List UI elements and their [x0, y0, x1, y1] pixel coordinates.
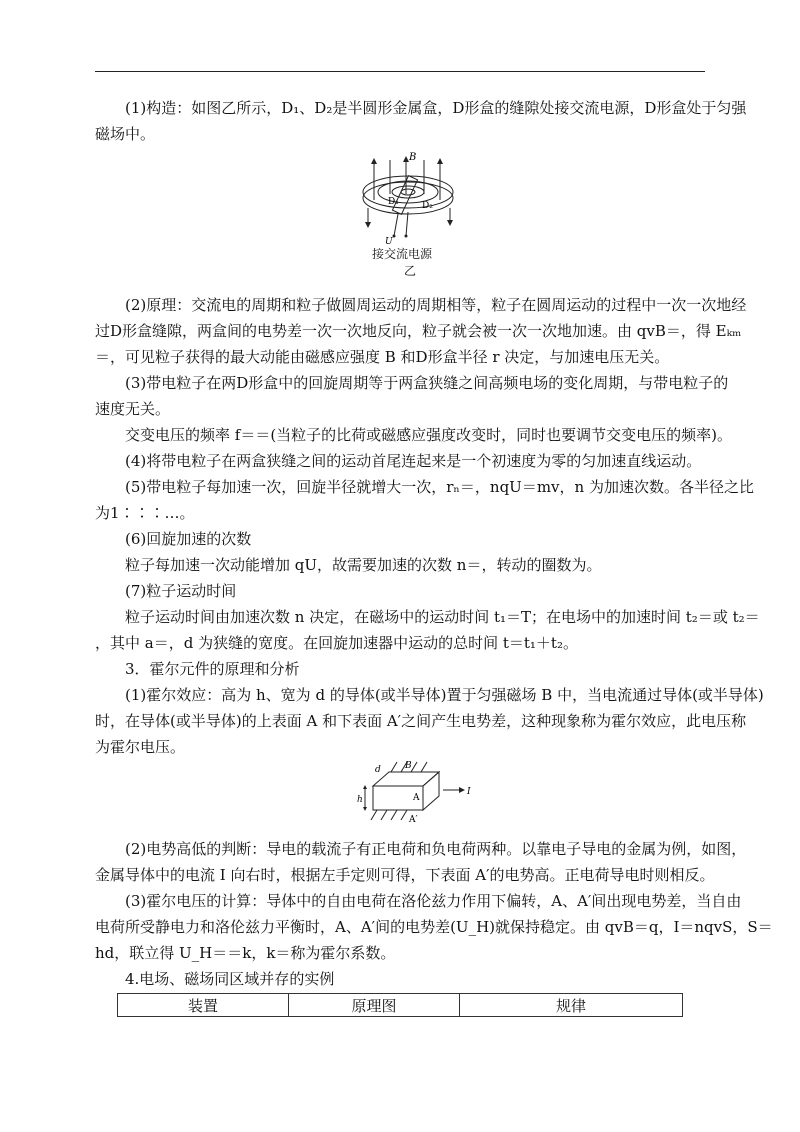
examples-table	[117, 993, 683, 1017]
cyclotron-diagram	[350, 150, 470, 246]
para-uniform-accel: (4)将带电粒子在两盒狭缝之间的运动首尾连起来是一个初速度为零的匀加速直线运动。	[125, 452, 702, 470]
para-principle-3: ＝，可见粒子获得的最大动能由磁感应强度 B 和D形盒半径 r 决定，与加速电压无关。	[95, 348, 670, 366]
hall-element-diagram	[345, 758, 480, 824]
section-heading-hall: 3．霍尔元件的原理和分析	[125, 660, 300, 678]
para-period-2: 速度无关。	[95, 400, 171, 418]
para-potential: (2)电势高低的判断：导电的载流子有正电荷和负电荷两种。以靠电子导电的金属为例，如图，	[125, 840, 747, 858]
para-hall-voltage-3: hd，联立得 U_H＝＝k，k＝称为霍尔系数。	[95, 944, 396, 962]
hall-b-label: B	[405, 761, 412, 771]
para-radius-2: 为1∶∶∶…。	[95, 504, 195, 522]
para-period: (3)带电粒子在两D形盒中的回旋周期等于两盒狭缝之间高频电场的变化周期，与带电粒子的	[125, 374, 729, 392]
para-hall-effect: (1)霍尔效应：高为 h、宽为 d 的导体(或半导体)置于匀强磁场 B 中，当电流通过导体(或半导体)	[125, 686, 764, 704]
header-rule	[95, 71, 705, 72]
hall-h-label: h	[357, 795, 363, 805]
para-frequency: 交变电压的频率 f＝＝(当粒子的比荷或磁感应强度改变时，同时也要调节交变电压的频率)。	[125, 426, 733, 444]
para-accel-count: 粒子每加速一次动能增加 qU，故需要加速的次数 n＝，转动的圈数为。	[125, 556, 602, 574]
table-header-rule: 规律	[460, 994, 683, 1017]
hall-a-label: A	[413, 793, 420, 803]
para-potential-2: 金属导体中的电流 I 向右时，根据左手定则可得，下表面 A′的电势高。正电荷导电时则相反。	[95, 866, 715, 884]
figure-name: 乙	[404, 264, 417, 278]
d1-label: D₁	[388, 197, 399, 207]
para-time-heading: (7)粒子运动时间	[125, 582, 237, 600]
figure-caption-source: 接交流电源	[372, 247, 433, 261]
para-principle-2: 过D形盒缝隙，两盒间的电势差一次一次地反向，粒子就会被一次一次地加速。由 qvB＝，得 Eₖₘ	[95, 322, 742, 340]
para-principle: (2)原理：交流电的周期和粒子做圆周运动的周期相等，粒子在圆周运动的过程中一次一次地经	[125, 296, 747, 314]
d2-label: D₂	[422, 201, 433, 211]
hall-i-label: I	[467, 787, 471, 797]
para-structure: (1)构造：如图乙所示，D₁、D₂是半圆形金属盒，D形盒的缝隙处接交流电源，D形盒处于匀强	[125, 99, 747, 117]
para-hall-voltage: (3)霍尔电压的计算：导体中的自由电荷在洛伦兹力作用下偏转，A、A′间出现电势差，当自由	[125, 892, 742, 910]
table-header-diagram: 原理图	[289, 994, 460, 1017]
para-radius: (5)带电粒子每加速一次，回旋半径就增大一次，rₙ＝，nqU＝mv，n 为加速次数。各半径之比	[125, 478, 754, 496]
para-hall-effect-2: 时，在导体(或半导体)的上表面 A 和下表面 A′之间产生电势差，这种现象称为霍尔效应，此电压称	[95, 712, 747, 730]
hall-a-prime-label: A′	[409, 815, 418, 824]
para-hall-voltage-2: 电荷所受静电力和洛伦兹力平衡时，A、A′间的电势差(U_H)就保持稳定。由 qvB＝q，I＝nqvS，S＝	[95, 918, 773, 936]
para-time-2: ，其中 a＝，d 为狭缝的宽度。在回旋加速器中运动的总时间 t＝t₁＋t₂。	[95, 634, 578, 652]
b-field-label: B	[409, 152, 417, 163]
para-time: 粒子运动时间由加速次数 n 决定，在磁场中的运动时间 t₁＝T；在电场中的加速时间 t₂＝或 t₂＝	[125, 608, 760, 626]
para-hall-effect-3: 为霍尔电压。	[95, 738, 186, 756]
hall-d-label: d	[375, 765, 381, 775]
section-heading-examples: 4.电场、磁场同区域并存的实例	[125, 970, 335, 988]
para-structure-cont: 磁场中。	[95, 125, 156, 143]
para-accel-count-heading: (6)回旋加速的次数	[125, 530, 252, 548]
table-header-device: 装置	[118, 994, 289, 1017]
voltage-label: U	[385, 237, 393, 246]
